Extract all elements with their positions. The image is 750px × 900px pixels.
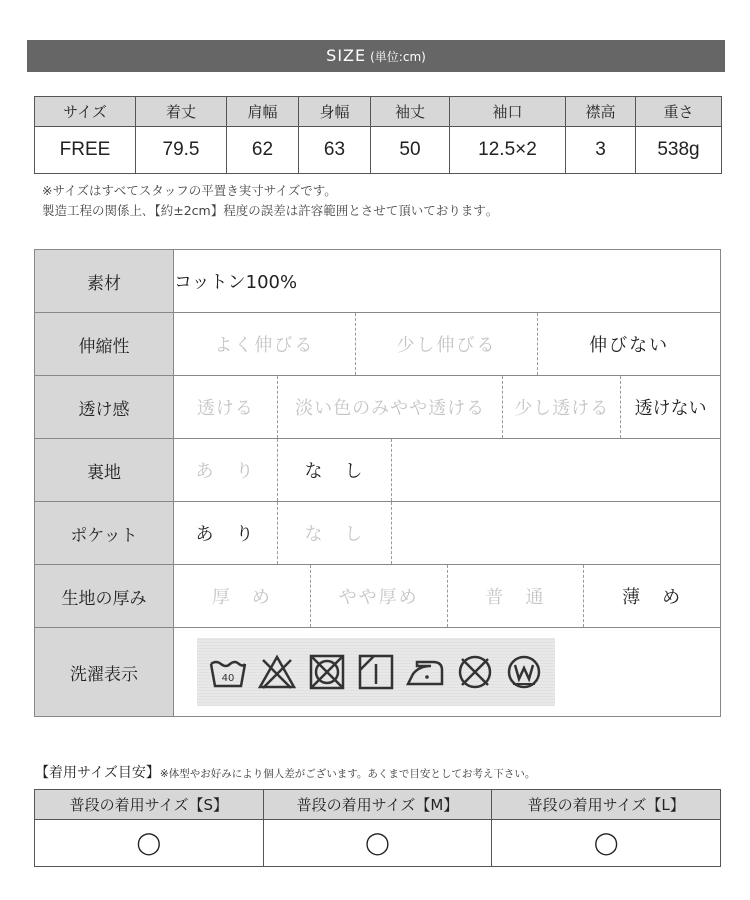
size-value-cell: FREE	[35, 127, 136, 174]
size-title: SIZE	[326, 46, 367, 65]
thickness-option: 厚 め	[174, 565, 311, 627]
size-header	[27, 40, 725, 72]
wash-40-icon	[208, 652, 248, 692]
care-symbols	[197, 638, 555, 706]
fit-header-s: 普段の着用サイズ【S】	[35, 790, 264, 820]
care-label: 洗濯表示	[35, 628, 174, 717]
wet-clean-icon	[504, 652, 544, 692]
size-header-cell: 肩幅	[227, 97, 299, 127]
pocket-options	[174, 502, 720, 564]
no-tumble-dry-icon	[307, 652, 347, 692]
stretch-label: 伸縮性	[35, 313, 174, 376]
sheer-option: 少し透ける	[503, 376, 621, 438]
sheer-row	[35, 376, 721, 439]
line-dry-icon	[356, 652, 396, 692]
lining-options	[174, 439, 720, 501]
fit-guide-title	[35, 762, 535, 782]
pocket-option: な し	[278, 502, 392, 564]
size-note-line: 製造工程の関係上､【約±2cm】程度の誤差は許容範囲とさせて頂いております｡	[42, 203, 492, 218]
fit-header-l: 普段の着用サイズ【L】	[492, 790, 721, 820]
size-value-cell: 50	[371, 127, 450, 174]
lining-option: あ り	[174, 439, 278, 501]
attribute-table	[34, 249, 721, 717]
thickness-option-selected: 薄 め	[622, 587, 683, 608]
size-note-line: ※サイズはすべてスタッフの平置き実寸サイズです。	[42, 183, 337, 198]
pocket-row	[35, 502, 721, 565]
size-value-cell: 63	[299, 127, 371, 174]
stretch-row	[35, 313, 721, 376]
thickness-label: 生地の厚み	[35, 565, 174, 628]
size-value-cell: 12.5×2	[450, 127, 566, 174]
size-value-cell: 538g	[636, 127, 722, 174]
fit-guide-heading: 【着用サイズ目安】	[35, 765, 160, 781]
thickness-option: やや厚め	[311, 565, 448, 627]
fit-value-l: ◯	[492, 820, 721, 867]
material-row	[35, 250, 721, 313]
sheer-label: 透け感	[35, 376, 174, 439]
size-table	[34, 96, 722, 174]
fit-value-s: ◯	[35, 820, 264, 867]
pocket-label: ポケット	[35, 502, 174, 565]
no-bleach-icon	[257, 652, 297, 692]
lining-label: 裏地	[35, 439, 174, 502]
size-header-cell: 重さ	[636, 97, 722, 127]
size-header-cell: 着丈	[136, 97, 227, 127]
size-header-cell: 袖丈	[371, 97, 450, 127]
iron-low-icon	[405, 652, 445, 692]
material-label: 素材	[35, 250, 174, 313]
sheer-option: 淡い色のみやや透ける	[278, 376, 504, 438]
lining-option-selected: な し	[278, 439, 392, 501]
size-value-row	[35, 127, 722, 174]
size-value-cell: 62	[227, 127, 299, 174]
fit-table	[34, 789, 721, 867]
material-value: コットン100%	[174, 250, 721, 313]
no-dry-clean-icon	[455, 652, 495, 692]
fit-value-m: ◯	[263, 820, 492, 867]
fit-guide-note: ※体型やお好みにより個人差がございます。あくまで目安としてお考え下さい。	[159, 768, 536, 780]
pocket-option-selected: あ り	[174, 502, 278, 564]
thickness-options	[174, 565, 720, 627]
size-header-row	[35, 97, 722, 127]
size-value-cell: 3	[566, 127, 636, 174]
fit-value-row	[35, 820, 721, 867]
stretch-option-selected: 伸びない	[589, 335, 670, 356]
size-unit: (単位:cm)	[370, 50, 426, 64]
stretch-options	[174, 313, 720, 375]
size-notes	[42, 181, 492, 221]
fit-header-row	[35, 790, 721, 820]
wash-temp-label: 40	[221, 673, 235, 684]
care-row	[35, 628, 721, 717]
stretch-option: よく伸びる	[174, 313, 356, 375]
size-header-cell: 襟高	[566, 97, 636, 127]
stretch-option: 少し伸びる	[356, 313, 539, 375]
size-value-cell: 79.5	[136, 127, 227, 174]
sheer-option: 透ける	[174, 376, 278, 438]
sheer-option-selected: 透けない	[634, 398, 707, 419]
thickness-option: 普 通	[448, 565, 585, 627]
size-header-cell: サイズ	[35, 97, 136, 127]
fit-header-m: 普段の着用サイズ【M】	[263, 790, 492, 820]
size-header-cell: 袖口	[450, 97, 566, 127]
sheer-options	[174, 376, 720, 438]
size-header-cell: 身幅	[299, 97, 371, 127]
lining-row	[35, 439, 721, 502]
thickness-row	[35, 565, 721, 628]
